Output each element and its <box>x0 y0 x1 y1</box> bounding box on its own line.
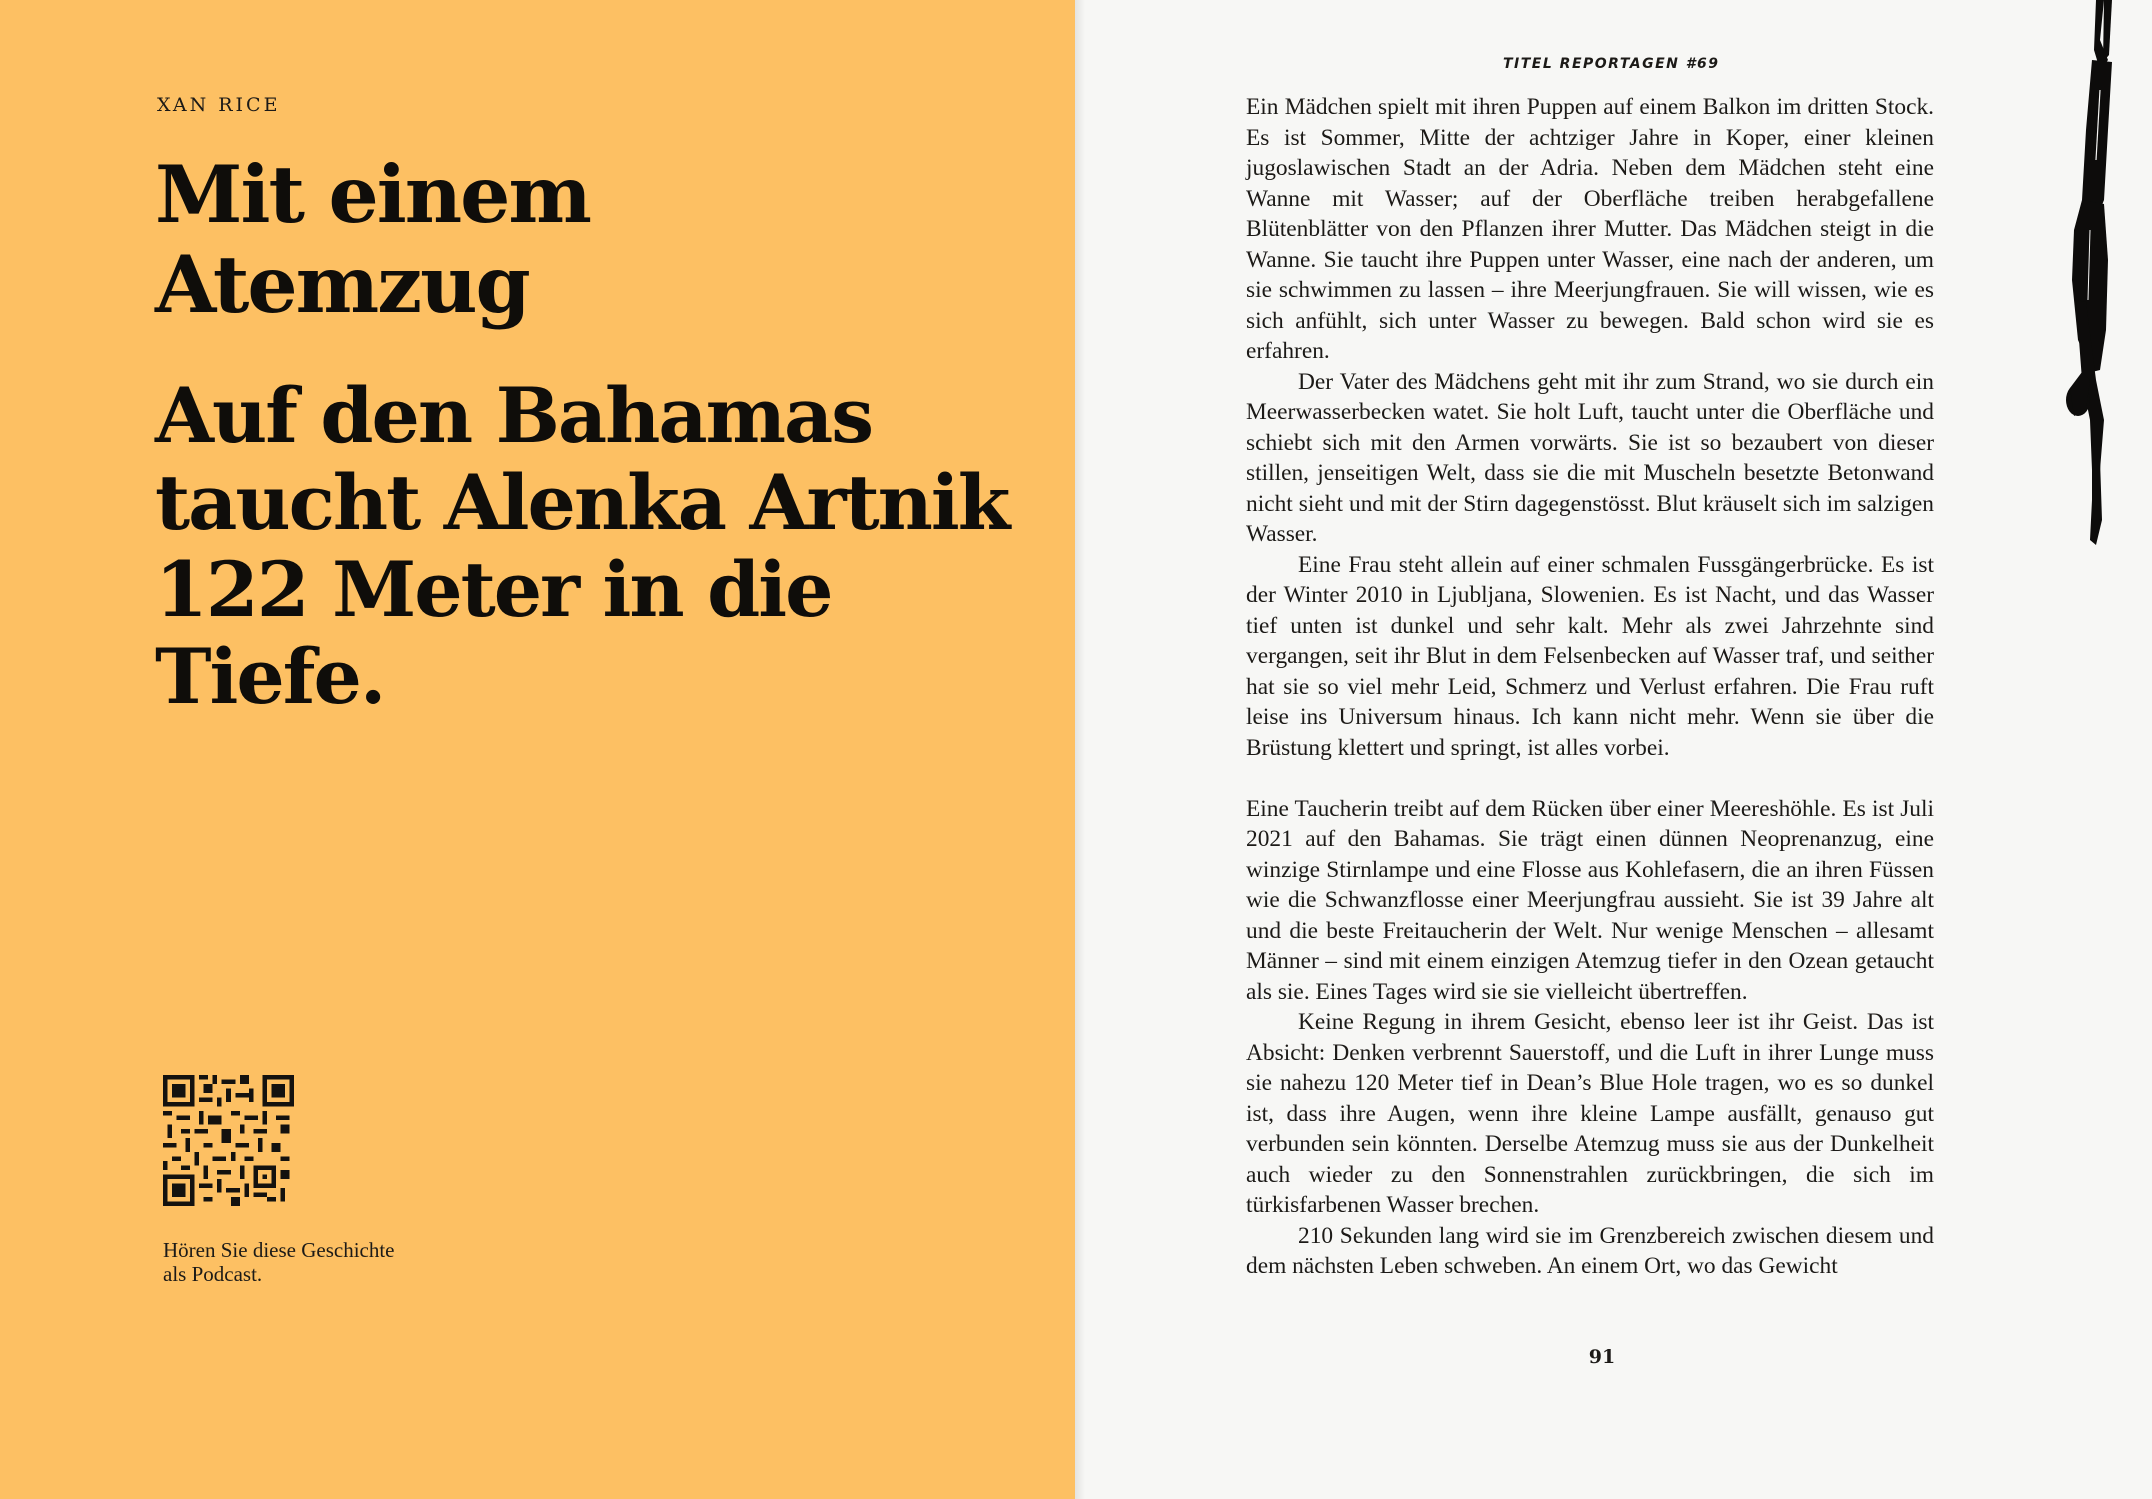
page-gutter <box>1075 0 1085 1499</box>
author-byline: XAN RICE <box>157 94 281 116</box>
body-paragraph: Keine Regung in ihrem Gesicht, ebenso leer ist ihr Geist. Das ist Absicht: Denken verbrennt Sauerstoff, und die Luft in ihrer Lunge muss sie nahezu 120 Meter tief in Dean’s Blue Hole tragen, wo es so dunkel ist, dass ihre Augen, wenn ihre kleine Lampe ausfällt, genauso gut verbunden sein könnten. Derselbe Atemzug muss sie aus der Dunkelheit auch wieder zu den Sonnenstrahlen zurückbringen, die sich im türkisfarbenen Wasser brechen. <box>1246 1009 1934 1218</box>
body-paragraph: Eine Taucherin treibt auf dem Rücken über einer Meereshöhle. Es ist Juli 2021 auf den Bahamas. Sie trägt einen dünnen Neoprenanzug, eine winzige Stirnlampe und eine Flosse aus Kohlefasern, die an ihren Füssen wie die Schwanzflosse einer Meerjungfrau aussieht. Sie ist 39 Jahre alt und die beste Freitaucherin der Welt. Nur wenige Menschen – allesamt Männer – sind mit einem einzigen Atemzug tiefer in den Ozean getaucht als sie. Eines Tages wird sie sie vielleicht übertreffen. <box>1246 795 1934 1005</box>
body-paragraph: Eine Frau steht allein auf einer schmalen Fussgängerbrücke. Es ist der Winter 2010 in Ljubljana, Slowenien. Es ist Nacht, und das Wasser tief unten ist dunkel und sehr kalt. Mehr als zwei Jahrzehnte sind vergangen, seit ihr Blut in dem Felsenbecken auf Wasser traf, und seither hat sie so viel mehr Leid, Schmerz und Verlust erfahren. Die Frau ruft leise ins Universum hinaus. Ich kann nicht mehr. Wenn sie über die Brüstung klettert und springt, ist alles vorbei. <box>1246 551 1934 761</box>
running-head: TITEL REPORTAGEN #69 <box>1503 56 1720 72</box>
page-number: 91 <box>1588 1346 1616 1368</box>
body-paragraph: 210 Sekunden lang wird sie im Grenzbereich zwischen diesem und dem nächsten Leben schweben. An einem Ort, wo das Gewicht <box>1246 1222 1934 1279</box>
podcast-note: Hören Sie diese Geschichte als Podcast. <box>163 1238 395 1286</box>
article-body <box>1246 92 1934 1282</box>
body-paragraph: Ein Mädchen spielt mit ihren Puppen auf einem Balkon im dritten Stock. Es ist Sommer, Mitte der achtziger Jahre in Koper, einer kleinen jugoslawischen Stadt an der Adria. Neben dem Mädchen steht eine Wanne mit Wasser; auf der Oberfläche treiben herabgefallene Blütenblätter von den Pflanzen ihrer Mutter. Das Mädchen steigt in die Wanne. Sie taucht ihre Puppen unter Wasser, eine nach der anderen, um sie schwimmen zu lassen – ihre Meerjungfrauen. Sie will wissen, wie es sich anfühlt, sich unter Wasser zu bewegen. Bald schon wird sie es erfahren. <box>1246 94 1934 364</box>
article-title: Mit einem Atemzug <box>155 148 591 331</box>
article-subtitle: Auf den Bahamas taucht Alenka Artnik 122 Meter in die Tiefe. <box>155 371 1009 721</box>
body-paragraph: Der Vater des Mädchens geht mit ihr zum Strand, wo sie durch ein Meerwasserbecken watet. Sie holt Luft, taucht unter die Oberfläche und schiebt sich mit den Armen vorwärts. Sie ist so bezaubert von dieser stillen, jenseitigen Welt, dass sie die mit Muscheln besetzte Betonwand nicht sieht und mit der Stirn dagegenstösst. Blut kräuselt sich im salzigen Wasser. <box>1246 368 1934 547</box>
diver-silhouette-icon <box>2008 0 2128 545</box>
qr-code-icon[interactable] <box>163 1075 294 1206</box>
left-page <box>0 0 1075 1499</box>
